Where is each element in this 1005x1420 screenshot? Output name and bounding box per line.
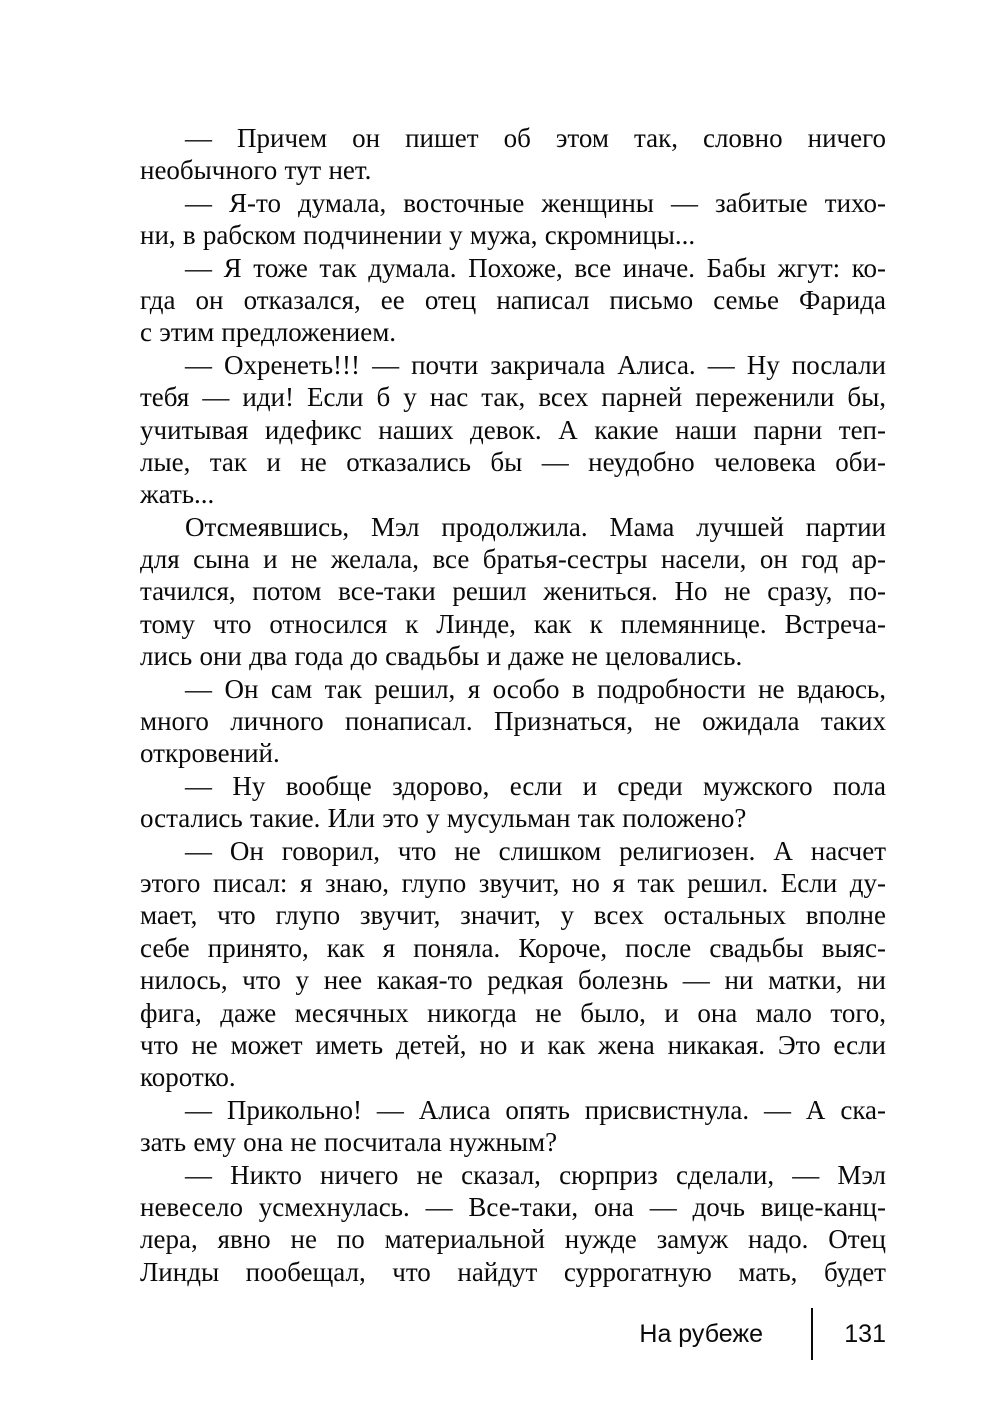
running-title: На рубеже — [639, 1319, 763, 1348]
text-line: — Он сам так решил, я особо в подробности не вдаюсь, — [185, 673, 886, 704]
text-line: — Прикольно! — Алиса опять присвистнула. — А ска- — [185, 1094, 886, 1125]
text-line: себе принято, как я поняла. Короче, после свадьбы выяс- — [140, 932, 886, 963]
text-line: тачился, потом все-таки решил жениться. Но не сразу, по- — [140, 576, 886, 607]
text-line: откровений. — [140, 738, 280, 769]
text-line: много личного понаписал. Признаться, не ожидала таких — [140, 706, 886, 737]
text-line: — Охренеть!!! — почти закричала Алиса. — Ну послали — [185, 349, 886, 380]
text-line: ни, в рабском подчинении у мужа, скромницы... — [140, 220, 696, 251]
text-line: лись они два года до свадьбы и даже не целовались. — [140, 641, 743, 672]
text-line: — Ну вообще здорово, если и среди мужского пола — [185, 770, 886, 801]
text-line: Отсмеявшись, Мэл продолжила. Мама лучшей партии — [185, 511, 886, 542]
text-line: тебя — иди! Если б у нас так, всех парней переженили бы, — [140, 382, 886, 413]
text-line: — Причем он пишет об этом так, словно ничего — [185, 123, 886, 153]
text-line: фига, даже месячных никогда не было, и она мало того, — [140, 997, 886, 1028]
text-line: учитывая идефикс наших девок. А какие наши парни теп- — [140, 414, 886, 445]
text-line: коротко. — [140, 1062, 236, 1093]
text-line: нилось, что у нее какая-то редкая болезнь — ни матки, ни — [140, 965, 886, 996]
text-line: что не может иметь детей, но и как жена никакая. Это если — [140, 1029, 886, 1060]
text-line: — Никто ничего не сказал, сюрприз сделали, — Мэл — [185, 1159, 886, 1190]
text-line: гда он отказался, ее отец написал письмо семье Фарида — [140, 284, 886, 315]
text-line: жать... — [140, 479, 215, 510]
page-footer — [140, 1300, 886, 1368]
text-line: невесело усмехнулась. — Все-таки, она — дочь вице-канц- — [140, 1191, 886, 1222]
text-line: Линды пообещал, что найдут суррогатную мать, будет — [140, 1256, 886, 1287]
text-line: для сына и не желала, все братья-сестры насели, он год ар- — [140, 544, 886, 575]
text-line: остались такие. Или это у мусульман так положено? — [140, 803, 747, 834]
text-line: — Я-то думала, восточные женщины — забитые тихо- — [185, 187, 886, 218]
text-line: с этим предложением. — [140, 317, 397, 348]
text-line: этого писал: я знаю, глупо звучит, но я так решил. Если ду- — [140, 867, 886, 898]
text-line: необычного тут нет. — [140, 155, 372, 186]
text-line: тому что относился к Линде, как к племяннице. Встреча- — [140, 608, 886, 639]
text-line: — Он говорил, что не слишком религиозен. А насчет — [185, 835, 886, 866]
text-line: — Я тоже так думала. Похоже, все иначе. Бабы жгут: ко- — [185, 252, 886, 283]
page-text — [140, 122, 886, 1288]
text-line: лера, явно не по материальной нужде замуж надо. Отец — [140, 1224, 886, 1255]
text-line: лые, так и не отказались бы — неудобно человека оби- — [140, 446, 886, 477]
text-line: мает, что глупо звучит, значит, у всех остальных вполне — [140, 900, 886, 931]
text-line: зать ему она не посчитала нужным? — [140, 1127, 558, 1158]
page-number: 131 — [844, 1319, 886, 1348]
